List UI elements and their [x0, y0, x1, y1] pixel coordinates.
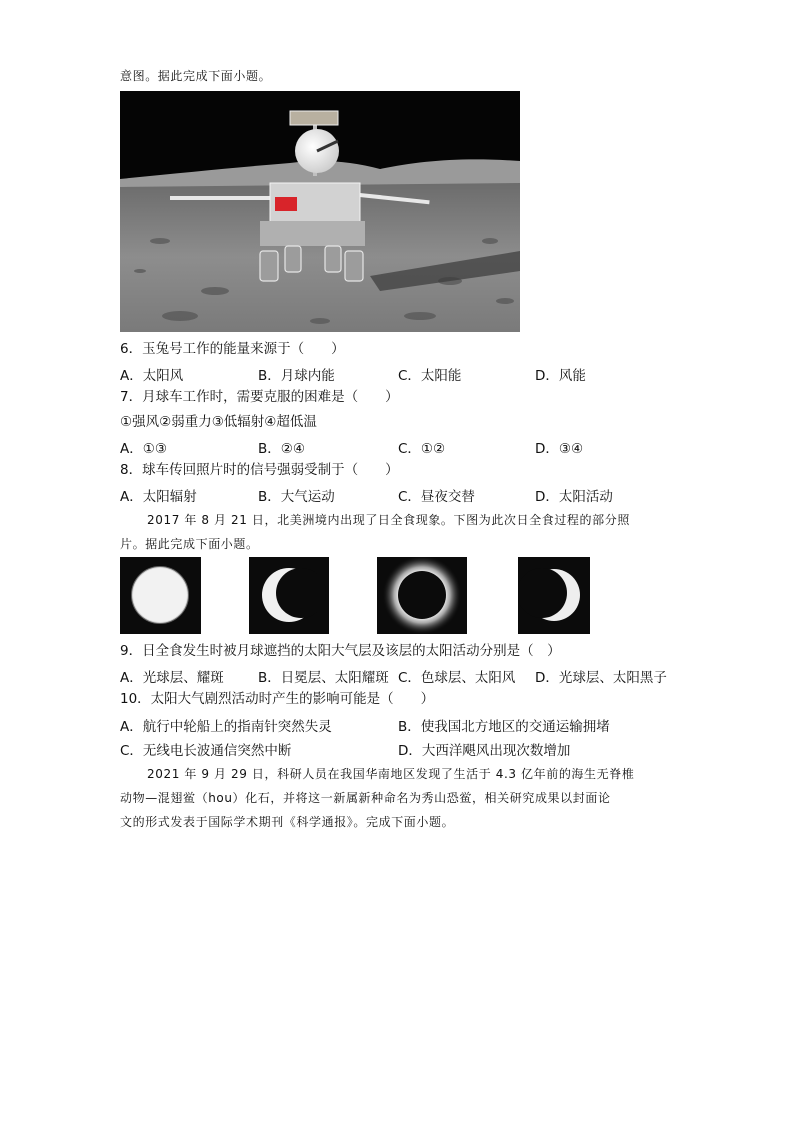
fossil-intro-line3: 文的形式发表于国际学术期刊《科学通报》。完成下面小题。: [120, 815, 455, 829]
q10-option-b[interactable]: B．使我国北方地区的交通运输拥堵: [398, 719, 610, 735]
q10-option-a[interactable]: A．航行中轮船上的指南针突然失灵: [120, 719, 332, 735]
q7-option-a[interactable]: A．①③: [120, 441, 167, 457]
lunar-rover-photo: [120, 91, 520, 332]
q6-option-a[interactable]: A．太阳风: [120, 368, 184, 384]
eclipse-photo-2: [249, 557, 329, 634]
q7-option-b[interactable]: B．②④: [258, 441, 305, 457]
intro-tail: 意图。据此完成下面小题。: [120, 69, 272, 83]
q8-option-c[interactable]: C．昼夜交替: [398, 489, 475, 505]
q7-statements: ①强风②弱重力③低辐射④超低温: [120, 414, 317, 430]
q6-option-d[interactable]: D．风能: [535, 368, 586, 384]
fossil-intro-line2: 动物—混翅鲎（hou）化石，并将这一新属新种命名为秀山恐鲎，相关研究成果以封面论: [120, 791, 611, 805]
eclipse-photo-4: [518, 557, 590, 634]
q8-option-a[interactable]: A．太阳辐射: [120, 489, 197, 505]
flag-icon: [275, 197, 297, 211]
eclipse-photo-1: [120, 557, 201, 634]
q6-option-c[interactable]: C．太阳能: [398, 368, 462, 384]
eclipse-intro-line2: 片。据此完成下面小题。: [120, 537, 259, 551]
q9-option-a[interactable]: A．光球层、耀斑: [120, 670, 224, 686]
q7-option-d[interactable]: D．③④: [535, 441, 584, 457]
eclipse-intro-line1: 2017 年 8 月 21 日，北美洲境内出现了日全食现象。下图为此次日全食过程的部分照: [147, 513, 630, 527]
eclipse-photo-3: [377, 557, 467, 634]
q10-option-d[interactable]: D．大西洋飓风出现次数增加: [398, 743, 571, 759]
q10-stem: 10．太阳大气剧烈活动时产生的影响可能是（ ）: [120, 691, 435, 707]
q9-option-b[interactable]: B．日冕层、太阳耀斑: [258, 670, 389, 686]
q8-option-d[interactable]: D．太阳活动: [535, 489, 613, 505]
q9-option-c[interactable]: C．色球层、太阳风: [398, 670, 516, 686]
q8-option-b[interactable]: B．大气运动: [258, 489, 335, 505]
q9-stem: 9．日全食发生时被月球遮挡的太阳大气层及该层的太阳活动分别是（ ）: [120, 643, 561, 659]
fossil-intro-line1: 2021 年 9 月 29 日，科研人员在我国华南地区发现了生活于 4.3 亿年前的海生无脊椎: [147, 767, 635, 781]
q7-option-c[interactable]: C．①②: [398, 441, 446, 457]
q9-option-d[interactable]: D．光球层、太阳黑子: [535, 670, 667, 686]
q8-stem: 8．球车传回照片时的信号强弱受制于（ ）: [120, 462, 399, 478]
q6-option-b[interactable]: B．月球内能: [258, 368, 335, 384]
q7-stem: 7．月球车工作时，需要克服的困难是（ ）: [120, 389, 399, 405]
lunar-rover-image: [120, 91, 520, 332]
q6-stem: 6．玉兔号工作的能量来源于（ ）: [120, 341, 345, 357]
q10-option-c[interactable]: C．无线电长波通信突然中断: [120, 743, 292, 759]
